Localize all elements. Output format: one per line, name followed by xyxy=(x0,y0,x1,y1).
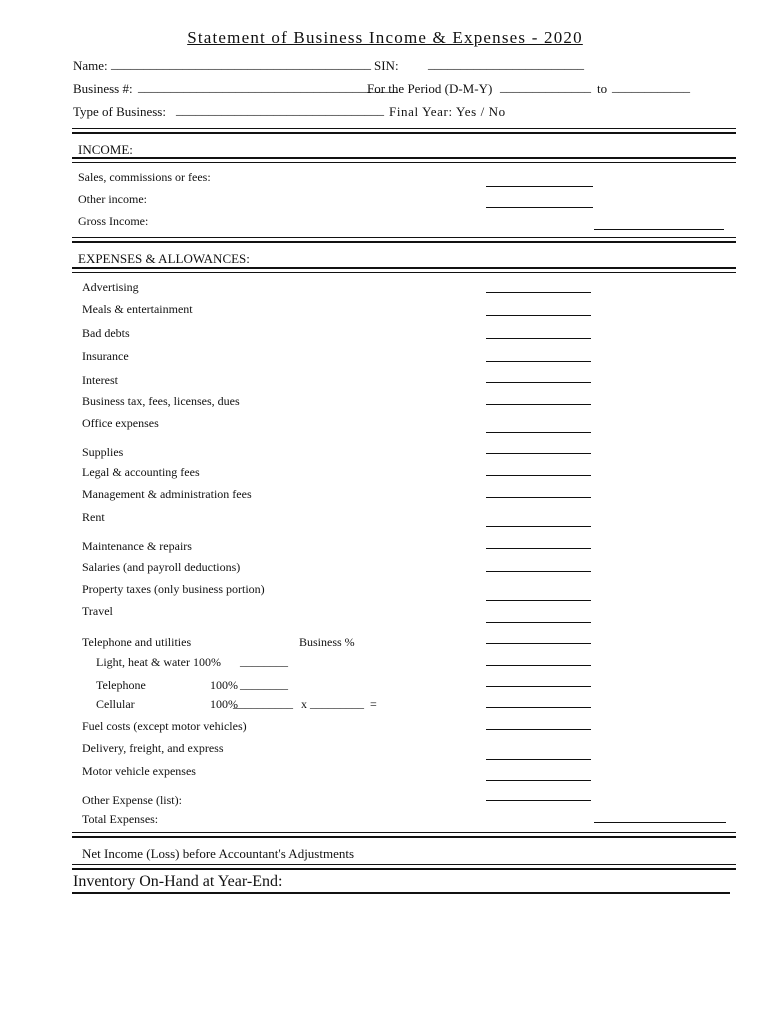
expense-amount-line[interactable] xyxy=(486,800,591,801)
name-field[interactable]: ________________________________________ xyxy=(111,56,371,71)
expense-label-property-taxes: Property taxes (only business portion) xyxy=(82,582,265,596)
expense-amount-line[interactable] xyxy=(486,338,591,339)
cellular-percent: 100% xyxy=(210,697,238,711)
cellular-label: Cellular xyxy=(96,697,135,711)
divider xyxy=(72,864,736,870)
telephone-label: Telephone xyxy=(96,678,146,692)
other-expense-label: Other Expense (list): xyxy=(82,793,182,807)
expense-amount-line[interactable] xyxy=(486,292,591,293)
business-percent-label: Business % xyxy=(299,635,355,649)
telephone-utilities-label: Telephone and utilities xyxy=(82,635,192,649)
total-expenses-amount-line[interactable] xyxy=(594,822,726,823)
expense-label-management: Management & administration fees xyxy=(82,487,252,501)
expense-amount-line[interactable] xyxy=(486,600,591,601)
business-number-field[interactable]: ________________________________________ xyxy=(138,79,398,94)
sin-label: SIN: xyxy=(374,58,399,73)
expense-label-fuel: Fuel costs (except motor vehicles) xyxy=(82,719,247,733)
period-to-field[interactable]: ____________ xyxy=(612,79,690,94)
total-expenses-label: Total Expenses: xyxy=(82,812,159,826)
cellular-equals: = xyxy=(370,697,377,711)
expense-amount-line[interactable] xyxy=(486,571,591,572)
expense-amount-line[interactable] xyxy=(486,665,591,666)
expense-amount-line[interactable] xyxy=(486,497,591,498)
divider xyxy=(72,157,736,163)
expense-amount-line[interactable] xyxy=(486,526,591,527)
expense-label-supplies: Supplies xyxy=(82,445,124,459)
period-from-field[interactable]: ______________ xyxy=(500,79,591,94)
other-income-amount-line[interactable] xyxy=(486,207,593,208)
expense-label-rent: Rent xyxy=(82,510,105,524)
business-number-label: Business #: xyxy=(73,81,133,96)
expense-label-maintenance: Maintenance & repairs xyxy=(82,539,192,553)
expense-label-legal: Legal & accounting fees xyxy=(82,465,200,479)
expense-amount-line[interactable] xyxy=(486,548,591,549)
document-title: Statement of Business Income & Expenses - 2020 xyxy=(187,28,583,47)
expense-amount-line[interactable] xyxy=(486,315,591,316)
expense-amount-line[interactable] xyxy=(486,382,591,383)
telephone-percent: 100% xyxy=(210,678,238,692)
divider xyxy=(72,128,736,134)
expense-amount-line[interactable] xyxy=(486,707,591,708)
expense-label-advertising: Advertising xyxy=(82,280,139,294)
divider xyxy=(72,267,736,273)
expense-amount-line[interactable] xyxy=(486,686,591,687)
inventory-label: Inventory On-Hand at Year-End: xyxy=(73,873,283,890)
light-heat-water-label: Light, heat & water 100% xyxy=(96,655,221,669)
gross-income-amount-line[interactable] xyxy=(594,229,724,230)
sin-field[interactable]: ________________________ xyxy=(428,56,584,71)
cellular-percent-field[interactable]: _________ xyxy=(310,696,364,710)
cellular-amount-field[interactable]: __________ xyxy=(233,696,293,710)
expense-label-delivery: Delivery, freight, and express xyxy=(82,741,224,755)
type-of-business-field[interactable]: ________________________________ xyxy=(176,102,384,117)
net-income-label: Net Income (Loss) before Accountant's Adjustments xyxy=(82,846,355,861)
expense-amount-line[interactable] xyxy=(486,432,591,433)
type-of-business-label: Type of Business: xyxy=(73,104,166,119)
gross-income-label: Gross Income: xyxy=(78,214,149,228)
expense-label-motor-vehicle: Motor vehicle expenses xyxy=(82,764,196,778)
other-income-label: Other income: xyxy=(78,192,147,206)
expense-label-business-tax: Business tax, fees, licenses, dues xyxy=(82,394,240,408)
divider xyxy=(72,237,736,243)
name-label: Name: xyxy=(73,58,108,73)
expense-label-interest: Interest xyxy=(82,373,118,387)
cellular-multiply: x xyxy=(301,697,307,711)
expense-amount-line[interactable] xyxy=(486,729,591,730)
expense-label-travel: Travel xyxy=(82,604,113,618)
sales-label: Sales, commissions or fees: xyxy=(78,170,211,184)
expense-label-meals: Meals & entertainment xyxy=(82,302,193,316)
expense-label-salaries: Salaries (and payroll deductions) xyxy=(82,560,241,574)
telephone-percent-field[interactable]: ________ xyxy=(240,677,288,691)
income-heading: INCOME: xyxy=(78,142,133,157)
expense-amount-line[interactable] xyxy=(486,404,591,405)
period-to-label: to xyxy=(597,81,608,96)
expense-amount-line[interactable] xyxy=(486,475,591,476)
expense-amount-line[interactable] xyxy=(486,780,591,781)
expense-label-bad-debts: Bad debts xyxy=(82,326,130,340)
expense-amount-line[interactable] xyxy=(486,643,591,644)
inventory-line[interactable] xyxy=(72,892,730,894)
expense-amount-line[interactable] xyxy=(486,622,591,623)
expense-amount-line[interactable] xyxy=(486,759,591,760)
expenses-heading: EXPENSES & ALLOWANCES: xyxy=(78,251,250,266)
light-heat-water-percent-field[interactable]: ________ xyxy=(240,654,288,668)
final-year-option[interactable]: Final Year: Yes / No xyxy=(389,104,506,119)
divider xyxy=(72,832,736,838)
expense-label-office: Office expenses xyxy=(82,416,159,430)
expense-label-insurance: Insurance xyxy=(82,349,129,363)
expense-amount-line[interactable] xyxy=(486,453,591,454)
sales-amount-line[interactable] xyxy=(486,186,593,187)
period-label: For the Period (D-M-Y) xyxy=(367,81,493,96)
expense-amount-line[interactable] xyxy=(486,361,591,362)
